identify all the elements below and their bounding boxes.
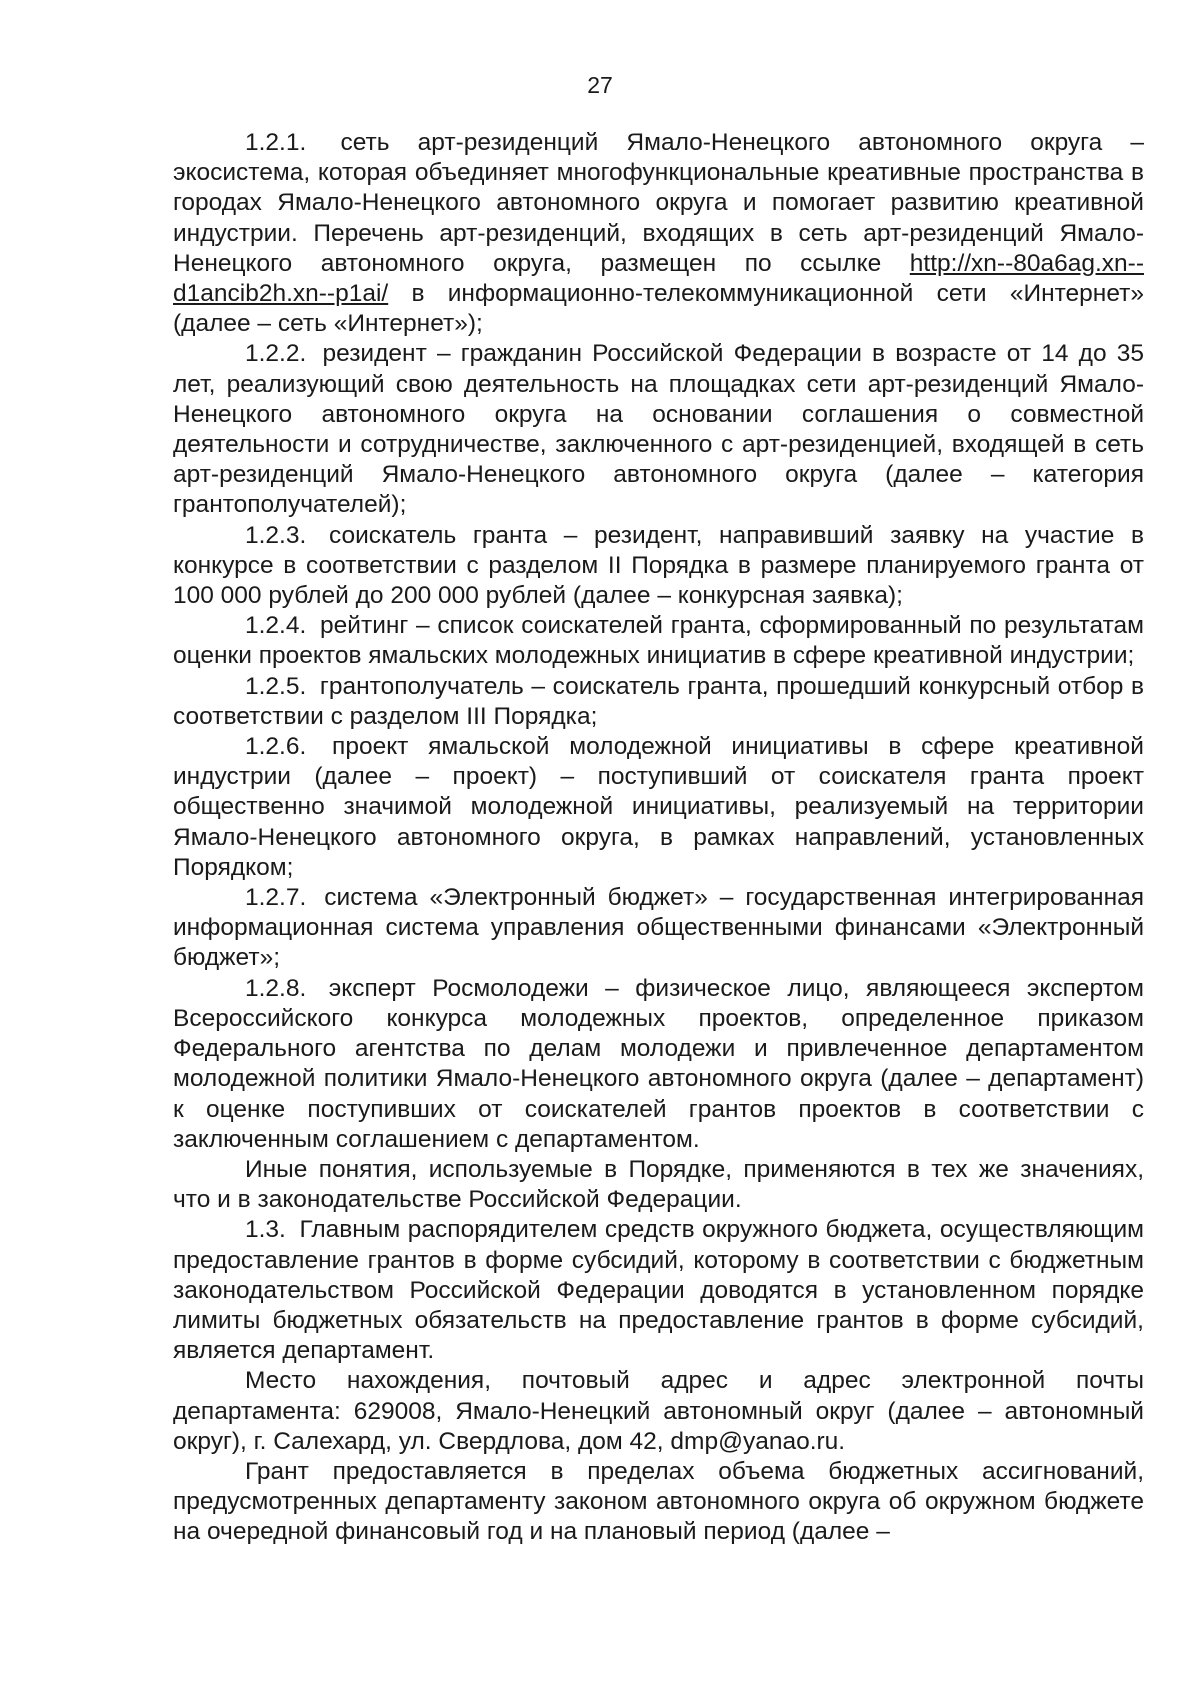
paragraph-text: Грант предоставляется в пределах объема бюджетных ассигнований, предусмотренных департаменту законом автономного округа об окружном бюджете на очередной финансовый год и на плановый период (далее – (173, 1457, 1144, 1546)
paragraph-1-2-1 (173, 128, 1144, 339)
paragraph-number: 1.2.6. (245, 733, 307, 761)
paragraph-location (173, 1366, 1144, 1457)
paragraph-number: 1.2.4. (245, 612, 307, 640)
paragraph-text: система «Электронный бюджет» – государственная интегрированная информационная система управления общественными финансами «Электронный бюджет»; (173, 884, 1144, 972)
paragraph-1-2-2 (173, 339, 1144, 520)
paragraph-text: Место нахождения, почтовый адрес и адрес электронной почты департамента: 629008, Ямало-Ненецкий автономный округ (далее – автономный округ), г. Салехард, ул. Свердлова, дом 42, dmp@yanao.ru. (173, 1367, 1144, 1455)
paragraph-1-2-6 (173, 732, 1144, 883)
paragraph-1-2-8 (173, 974, 1144, 1155)
paragraph-number: 1.2.2. (245, 340, 307, 368)
document-body (173, 128, 1144, 1548)
paragraph-text: Главным распорядителем средств окружного бюджета, осуществляющим предоставление грантов в форме субсидий, которому в соответствии с бюджетным законодательством Российской Федерации доводятся в установленном порядке лимиты бюджетных обязательств на предоставление грантов в форме субсидий, является департамент. (173, 1216, 1144, 1365)
paragraph-text: резидент – гражданин Российской Федерации в возрасте от 14 до 35 лет, реализующий свою деятельность на площадках сети арт-резиденций Ямало-Ненецкого автономного округа на основании соглашения о совместной деятельности и сотрудничестве, заключенного с арт-резиденцией, входящей в сеть арт-резиденций Ямало-Ненецкого автономного округа (далее – категория грантополучателей); (173, 340, 1145, 519)
paragraph-grant-budget (173, 1457, 1144, 1548)
paragraph-text: сеть арт-резиденций Ямало-Ненецкого автономного округа – экосистема, которая объединяет многофункциональные креативные пространства в городах Ямало-Ненецкого автономного округа и помогает развитию креативной индустрии. Перечень арт-резиденций, входящих в сеть арт-резиденций Ямало-Ненецкого автономного округа, размещен по ссылке (173, 129, 1144, 277)
paragraph-number: 1.2.7. (245, 884, 307, 912)
paragraph-number: 1.2.1. (245, 129, 307, 156)
paragraph-1-3 (173, 1215, 1144, 1366)
paragraph-text: проект ямальской молодежной инициативы в сфере креативной индустрии (далее – проект) – поступивший от соискателя гранта проект общественно значимой молодежной инициативы, реализуемый на территории Ямало-Ненецкого автономного округа, в рамках направлений, установленных Порядком; (173, 733, 1144, 881)
paragraph-text: грантополучатель – соискатель гранта, прошедший конкурсный отбор в соответствии с разделом III Порядка; (173, 672, 1144, 730)
paragraph-1-2-4 (173, 611, 1144, 671)
art-residences-link[interactable]: http://xn--80a6ag.xn--d1ancib2h.xn--p1ai/ (173, 249, 1144, 308)
paragraph-number: 1.2.8. (245, 974, 307, 1002)
paragraph-number: 1.3. (245, 1216, 286, 1244)
paragraph-text: в информационно-телекоммуникационной сети «Интернет» (далее – сеть «Интернет»); (173, 280, 1144, 338)
paragraph-text: Иные понятия, используемые в Порядке, применяются в тех же значениях, что и в законодательстве Российской Федерации. (173, 1155, 1144, 1214)
paragraph-number: 1.2.5. (245, 672, 307, 700)
paragraph-1-2-5 (173, 672, 1144, 732)
paragraph-text: эксперт Росмолодежи – физическое лицо, являющееся экспертом Всероссийского конкурса молодежных проектов, определенное приказом Федерального агентства по делам молодежи и привлеченное департаментом молодежной политики Ямало-Ненецкого автономного округа (далее – департамент) к оценке поступивших от соискателей грантов проектов в соответствии с заключенным соглашением с департаментом. (173, 974, 1144, 1153)
paragraph-text: рейтинг – список соискателей гранта, сформированный по результатам оценки проектов ямальских молодежных инициатив в сфере креативной индустрии; (173, 612, 1144, 670)
page-number: 27 (587, 72, 613, 98)
paragraph-1-2-7 (173, 883, 1144, 974)
paragraph-number: 1.2.3. (245, 521, 307, 549)
paragraph-1-2-3 (173, 521, 1144, 612)
paragraph-text: соискатель гранта – резидент, направивший заявку на участие в конкурсе в соответствии с разделом II Порядка в размере планируемого гранта от 100 000 рублей до 200 000 рублей (далее – конкурсная заявка); (173, 521, 1144, 610)
paragraph-other-terms (173, 1155, 1144, 1215)
